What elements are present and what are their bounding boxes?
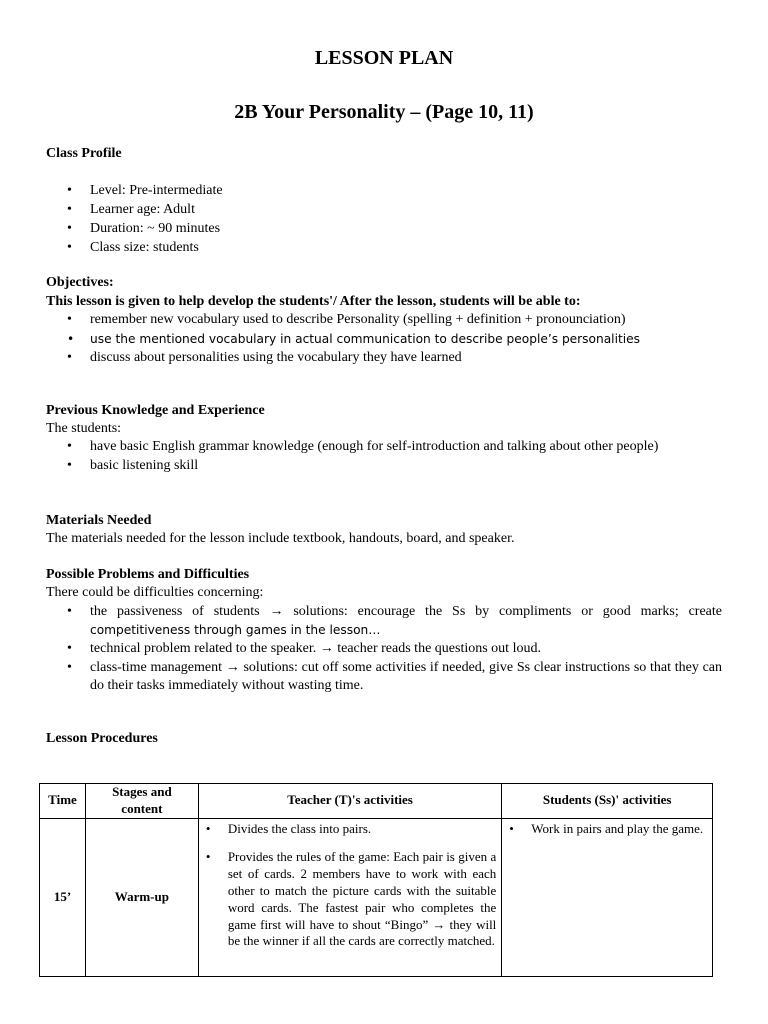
materials-text: The materials needed for the lesson include textbook, handouts, board, and speaker. [46,531,515,546]
cell-teacher [198,818,501,976]
problems-intro: There could be difficulties concerning: [46,585,264,600]
list-item: • use the mentioned vocabulary in actual communication to describe people’s personalities [90,330,722,349]
table-row [40,818,713,976]
procedures-table [39,783,713,977]
objectives-list [46,311,722,367]
cell-students [502,818,713,976]
class-profile-heading: Class Profile [46,146,122,161]
cell-time: 15’ [40,818,86,976]
column-header-stage: Stages and content [85,784,198,819]
list-item: • have basic English grammar knowledge (enough for self-introduction and talking about other people) [90,438,722,457]
page-subtitle: 2B Your Personality – (Page 10, 11) [234,101,534,123]
list-item: • class-time management → solutions: cut off some activities if needed, give Ss clear instructions so that they can do their tasks immediately without wasting time. [90,659,722,695]
procedures-heading: Lesson Procedures [46,731,158,746]
list-item: • Level: Pre-intermediate [90,182,722,201]
column-header-students: Students (Ss)' activities [502,784,713,819]
column-header-time: Time [40,784,86,819]
list-item: • Learner age: Adult [90,201,722,220]
previous-knowledge-section [46,402,722,475]
problem-line: • the passiveness of students → solutions: encourage the Ss by compliments or good marks; create [90,604,722,619]
list-item: • remember new vocabulary used to describe Personality (spelling + definition + pronounciation) [90,311,722,330]
previous-knowledge-list [46,438,722,475]
page-title: LESSON PLAN [314,47,454,69]
list-item: • discuss about personalities using the vocabulary they have learned [90,349,722,367]
procedures-section [46,730,722,748]
previous-knowledge-heading: Previous Knowledge and Experience [46,403,265,418]
objectives-heading: Objectives: [46,275,114,290]
problems-section [46,566,722,695]
problem-line: competitiveness through games in the lesson… [90,623,381,637]
list-item: • Provides the rules of the game: Each pair is given a set of cards. 2 members have to work with each other to match the picture cards with the suitable word cards. The fastest pair who completes the game first will have to shout “Bingo” → they will be the winner if all the cards are correctly matched. [228,849,496,950]
materials-heading: Materials Needed [46,513,152,528]
objectives-intro: This lesson is given to help develop the students'/ After the lesson, students will be able to: [46,294,581,309]
problems-heading: Possible Problems and Difficulties [46,567,250,582]
previous-knowledge-intro: The students: [46,421,122,436]
list-item: • basic listening skill [90,457,722,475]
class-profile-section [46,145,722,258]
list-item: • technical problem related to the speaker. → teacher reads the questions out loud. [90,640,722,658]
class-profile-list [46,182,722,258]
list-item: • Class size: students [90,239,722,258]
materials-section [46,512,722,548]
column-header-teacher: Teacher (T)'s activities [198,784,501,819]
list-item: • Work in pairs and play the game. [531,821,707,838]
list-item: • Duration: ~ 90 minutes [90,220,722,239]
objectives-section [46,274,722,367]
list-item [90,603,722,639]
problems-list [46,603,722,695]
list-item: • Divides the class into pairs. [228,821,496,838]
cell-stage: Warm-up [85,818,198,976]
table-header-row [40,784,713,819]
